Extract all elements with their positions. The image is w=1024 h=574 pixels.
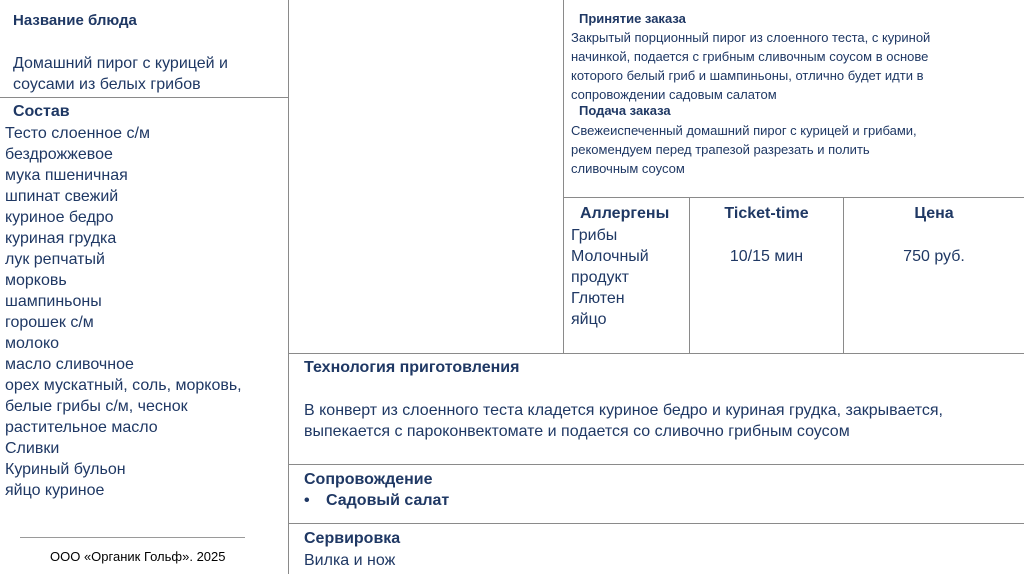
ticket-time-value: 10/15 мин [729, 248, 804, 265]
composition-item: шпинат свежий [5, 188, 119, 205]
divider-technology-accompaniment [288, 464, 1024, 465]
composition-item: масло сливочное [5, 356, 134, 373]
footer-rule [20, 537, 245, 538]
divider-order-column [563, 0, 564, 353]
dish-name [13, 53, 228, 95]
serving-tools-label: Сервировка [304, 530, 401, 547]
composition-item: молоко [5, 335, 60, 352]
composition-item: орех мускатный, соль, морковь, [5, 377, 242, 394]
allergen-item: яйцо [571, 311, 607, 328]
composition-item: лук репчатый [5, 251, 105, 268]
composition-item: куриная грудка [5, 230, 117, 247]
order-serving-line: сливочным соусом [571, 161, 685, 176]
technology-text [304, 400, 943, 442]
composition-item: бездрожжевое [5, 146, 113, 163]
price-value: 750 руб. [903, 248, 965, 265]
composition-item: Тесто слоенное с/м [5, 125, 150, 142]
dish-name-line-1: Домашний пирог с курицей и [13, 55, 228, 72]
composition-item: белые грибы с/м, чеснок [5, 398, 188, 415]
composition-list [5, 123, 242, 501]
order-acceptance-line: Закрытый порционный пирог из слоенного теста, с куриной [571, 30, 931, 45]
composition-item: шампиньоны [5, 293, 102, 310]
order-serving-line: Свежеиспеченный домашний пирог с курицей и грибами, [571, 123, 917, 138]
technology-label: Технология приготовления [304, 359, 520, 376]
footer-copyright: ООО «Органик Гольф». 2025 [50, 549, 226, 564]
divider-info-technology [288, 353, 1024, 354]
order-acceptance-line: которого белый гриб и шампиньоны, отлично будет идти в [571, 68, 924, 83]
dish-name-line-2: соусами из белых грибов [13, 76, 201, 93]
allergens-label: Аллергены [580, 205, 670, 222]
allergens-list [571, 225, 649, 330]
dish-name-label: Название блюда [13, 12, 137, 29]
composition-item: мука пшеничная [5, 167, 128, 184]
composition-item: морковь [5, 272, 67, 289]
allergen-item: Глютен [571, 290, 625, 307]
order-acceptance-line: начинкой, подается с грибным сливочным соусом в основе [571, 49, 929, 64]
technology-line-2: выпекается с пароконвектомате и подается со сливочно грибным соусом [304, 423, 850, 440]
accompaniment-item: • Садовый салат [304, 492, 449, 510]
composition-item: горошек с/м [5, 314, 94, 331]
allergen-item: продукт [571, 269, 629, 286]
composition-item: яйцо куриное [5, 482, 105, 499]
order-acceptance-label: Принятие заказа [579, 11, 686, 26]
composition-item: куриное бедро [5, 209, 114, 226]
composition-label: Состав [13, 103, 70, 120]
price-label: Цена [914, 205, 954, 222]
order-acceptance-line: сопровождении садовым салатом [571, 87, 777, 102]
order-acceptance-text [571, 28, 930, 104]
order-serving-line: рекомендуем перед трапезой разрезать и полить [571, 142, 870, 157]
composition-item: растительное масло [5, 419, 158, 436]
divider-order-info [563, 197, 1024, 198]
order-serving-label: Подача заказа [579, 103, 671, 118]
technology-line-1: В конверт из слоенного теста кладется куриное бедро и куриная грудка, закрывается, [304, 402, 943, 419]
ticket-time-label: Ticket-time [724, 205, 809, 222]
allergen-item: Грибы [571, 227, 618, 244]
accompaniment-list [304, 492, 449, 510]
order-serving-text [571, 121, 917, 178]
accompaniment-label: Сопровождение [304, 471, 433, 488]
composition-item: Сливки [5, 440, 60, 457]
divider-left-column [288, 0, 289, 574]
allergen-item: Молочный [571, 248, 649, 265]
divider-dish-composition [0, 97, 288, 98]
serving-tools-value: Вилка и нож [304, 552, 396, 569]
divider-accompaniment-serving [288, 523, 1024, 524]
composition-item: Куриный бульон [5, 461, 126, 478]
